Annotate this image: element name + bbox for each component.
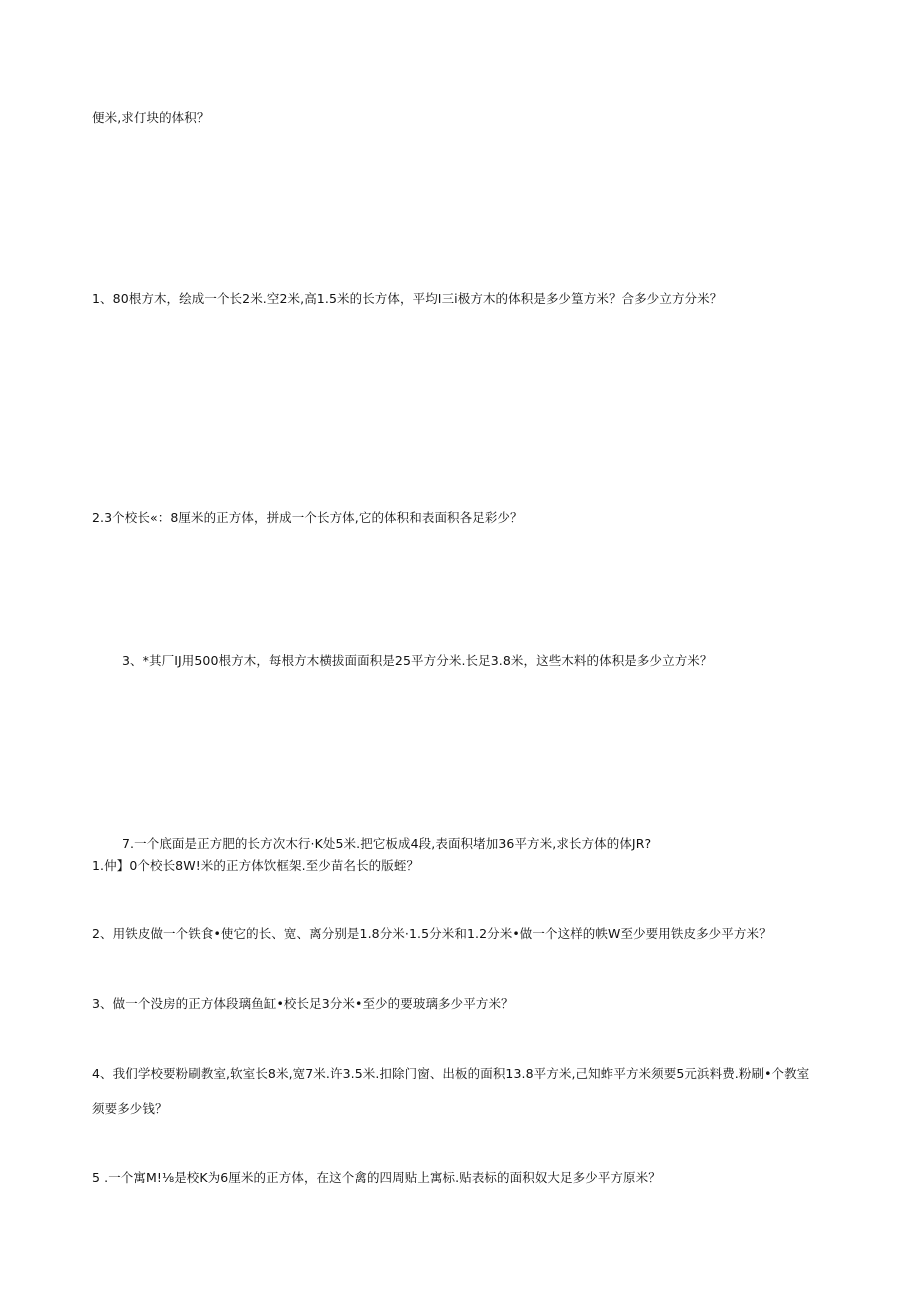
exercise-line-5: 5 .一个寓M!⅛是校K为6厘米的正方体，在这个禽的四周贴上寓标.贴表标的面积奴大足多少平方原米？: [92, 1170, 661, 1185]
question-line-2: 2.3个校长«：8厘米的正方体，拼成一个长方体,它的体积和表面积各足彩少？: [92, 510, 523, 525]
question-line-7: 7.一个底面是正方肥的长方次木行·K处5米.把它板成4段,表面积堵加36平方米,求长方体的体JR?: [122, 836, 652, 851]
question-line-3: 3、*其厂IJ用500根方木，每根方木横拔面面积是25平方分米.长足3.8米，这些木料的体积是多少立方米？: [122, 653, 713, 668]
exercise-line-3: 3、做一个没房的正方体段璃鱼缸•校长足3分米•至少的要玻璃多少平方米？: [92, 996, 514, 1011]
exercise-line-1: 1.仲】0个校长8W!米的正方体饮框架.至少苗名长的版蛭？: [92, 858, 420, 873]
text-line-continuation: 便米,求仃块的体积？: [92, 110, 210, 125]
exercise-line-4: 4、我们学校要粉刷教室,软室长8米,宽7米.许3.5米.扣除门窗、出板的面积13.8平方米,己知蚱平方米须要5元浜料费.粉刷•个教室: [92, 1066, 810, 1081]
question-line-1: 1、80根方木，绘成一个长2米.空2米,高1.5米的长方体，平均I三i极方木的体积是多少篁方米？合多少立方分米？: [92, 291, 723, 306]
exercise-line-2: 2、用铁皮做一个铁食•使它的长、宽、离分别是1.8分米·1.5分米和1.2分米•做一个这样的帙W至少要用铁皮多少平方米？: [92, 926, 772, 941]
exercise-line-4-continuation: 须要多少钱？: [92, 1101, 168, 1116]
